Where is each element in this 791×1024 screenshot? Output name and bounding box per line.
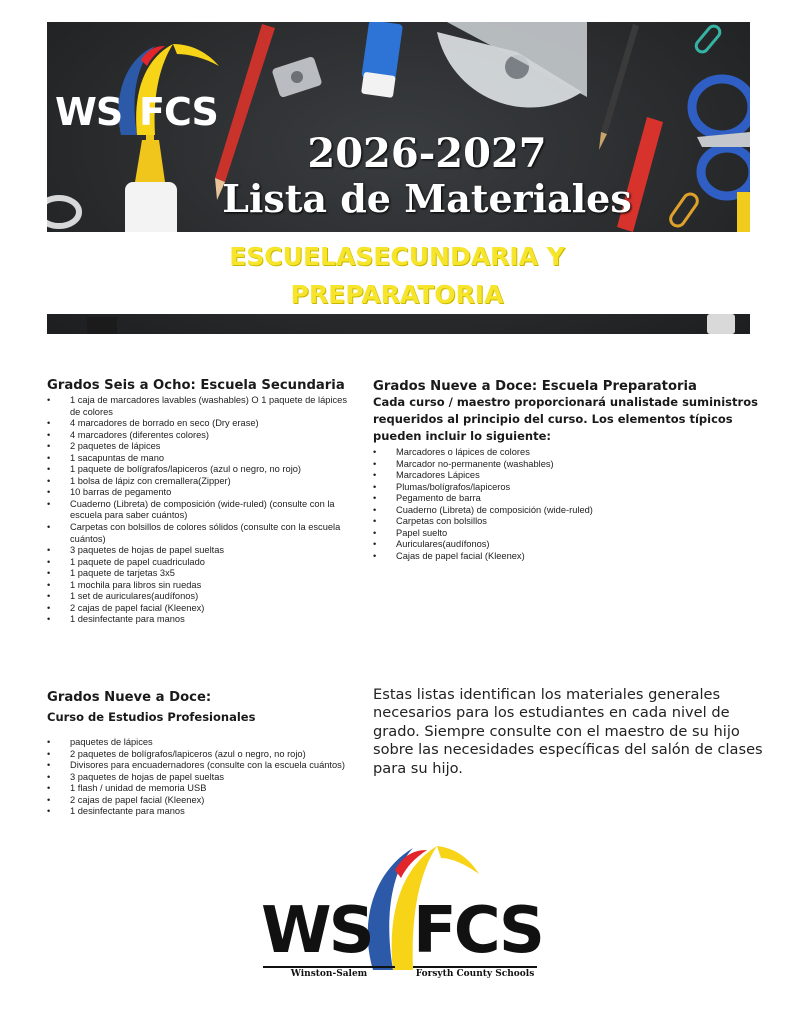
list-item: • 2 paquetes de bolígrafos/lapiceros (azul o negro, no rojo) xyxy=(47,749,367,761)
banner-subtitle-line2: PREPARATORIA xyxy=(290,280,504,309)
list-item: • 1 desinfectante para manos xyxy=(47,614,347,626)
scissors-handle-icon xyxy=(47,198,79,226)
list-item: • 1 paquete de papel cuadriculado xyxy=(47,557,347,569)
logo-fcs-text: FCS xyxy=(139,90,218,134)
list-item: • 4 marcadores de borrado en seco (Dry erase) xyxy=(47,418,347,430)
glue-bottle-icon xyxy=(125,132,177,242)
list-item: • 3 paquetes de hojas de papel sueltas xyxy=(47,772,367,784)
list-item: • 10 barras de pegamento xyxy=(47,487,347,499)
protractor-icon xyxy=(437,22,587,108)
list-item: • Cuaderno (Libreta) de composición (wide-ruled) xyxy=(373,505,753,517)
list-item: • Carpetas con bolsillos de colores sólidos (consulte con la escuela cuántos) xyxy=(47,522,347,545)
list-item: • Cajas de papel facial (Kleenex) xyxy=(373,551,753,563)
high-school-heading: Grados Nueve a Doce: Escuela Preparatoria xyxy=(373,379,697,394)
clip-icon xyxy=(707,314,735,334)
list-item: • 3 paquetes de hojas de papel sueltas xyxy=(47,545,347,557)
list-item: • 2 cajas de papel facial (Kleenex) xyxy=(47,795,367,807)
general-note: Estas listas identifican los materiales generales necesarios para los estudiantes en cada nivel de grado. Siempre consulte con el maestro de su hijo sobre las necesidades específicas del salón de clases para su hijo. xyxy=(373,686,763,777)
list-item: • Pegamento de barra xyxy=(373,493,753,505)
list-item: • 1 mochila para libros sin ruedas xyxy=(47,580,347,592)
career-studies-heading: Grados Nueve a Doce: xyxy=(47,690,212,705)
list-item: • Plumas/bolígrafos/lapiceros xyxy=(373,482,753,494)
footer-logo-caption-right: Forsyth County Schools xyxy=(413,966,537,981)
glue-stick-icon xyxy=(361,22,403,98)
logo-ws-text: WS xyxy=(55,90,123,134)
wsfcs-logo xyxy=(255,842,545,992)
banner-title: Lista de Materiales xyxy=(222,176,632,221)
list-item: • 1 flash / unidad de memoria USB xyxy=(47,783,367,795)
list-item: • Carpetas con bolsillos xyxy=(373,516,753,528)
list-item: • 1 desinfectante para manos xyxy=(47,806,367,818)
eraser-icon xyxy=(87,317,117,334)
list-item: • Marcadores o lápices de colores xyxy=(373,447,753,459)
list-item: • Marcadores Lápices xyxy=(373,470,753,482)
list-item: • 1 bolsa de lápiz con cremallera(Zipper) xyxy=(47,476,347,488)
list-item: • Marcador no-permanente (washables) xyxy=(373,459,753,471)
list-item: • 2 paquetes de lápices xyxy=(47,441,347,453)
list-item: • Cuaderno (Libreta) de composición (wide-ruled) (consulte con la escuela para saber cuántos) xyxy=(47,499,347,522)
middle-school-list xyxy=(47,395,347,626)
sharpener-icon xyxy=(271,56,322,98)
list-item: • Divisores para encuadernadores (consulte con la escuela cuántos) xyxy=(47,760,367,772)
scissors-icon xyxy=(692,79,750,196)
list-item: • 2 cajas de papel facial (Kleenex) xyxy=(47,603,347,615)
list-item: • Auriculares(audífonos) xyxy=(373,539,753,551)
list-item: • Papel suelto xyxy=(373,528,753,540)
list-item: • 1 sacapuntas de mano xyxy=(47,453,347,465)
list-item: • 1 set de auriculares(audífonos) xyxy=(47,591,347,603)
middle-school-heading: Grados Seis a Ocho: Escuela Secundaria xyxy=(47,378,345,393)
high-school-intro: Cada curso / maestro proporcionará unalistade suministros requeridos al principio del curso. Los elementos típicos pueden incluir lo siguiente: xyxy=(373,395,758,443)
high-school-list xyxy=(373,447,753,562)
banner-subtitle-line1: ESCUELASECUNDARIA Y xyxy=(229,242,565,271)
list-item: • 1 caja de marcadores lavables (washables) O 1 paquete de lápices de colores xyxy=(47,395,347,418)
list-item: • paquetes de lápices xyxy=(47,737,367,749)
header-banner xyxy=(47,22,750,334)
footer-logo-caption-left: Winston-Salem xyxy=(263,966,395,981)
wsfcs-logo-small xyxy=(55,40,225,140)
footer-logo-ws-text: WS xyxy=(261,894,372,968)
list-item: • 1 paquete de tarjetas 3x5 xyxy=(47,568,347,580)
career-studies-list xyxy=(47,737,367,818)
list-item: • 1 paquete de bolígrafos/lapiceros (azul o negro, no rojo) xyxy=(47,464,347,476)
list-item: • 4 marcadores (diferentes colores) xyxy=(47,430,347,442)
banner-year: 2026-2027 xyxy=(307,130,547,177)
career-studies-subheading: Curso de Estudios Profesionales xyxy=(47,710,256,724)
footer-logo-fcs-text: FCS xyxy=(413,894,542,968)
